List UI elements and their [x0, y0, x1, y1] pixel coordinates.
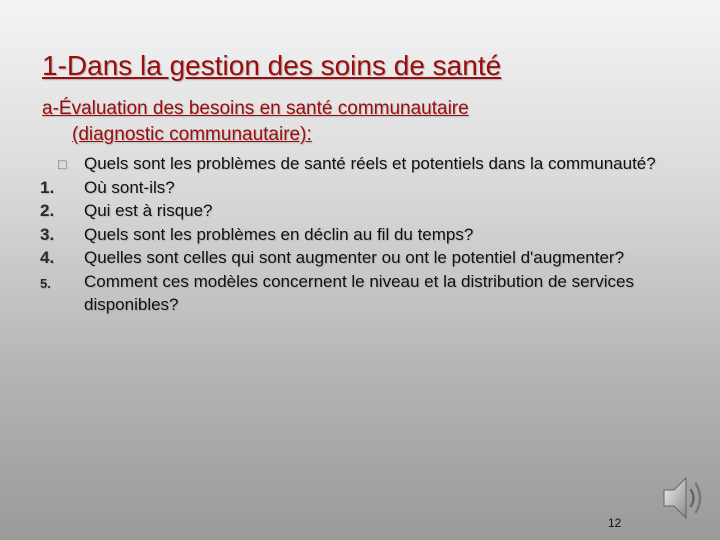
- list-number: 5.: [40, 275, 51, 291]
- list-number: 3.: [40, 224, 55, 244]
- list-item-text: Qui est à risque?: [84, 201, 213, 220]
- list-item-text: Où sont-ils?: [84, 177, 175, 197]
- subtitle-line-1: a-Évaluation des besoins en santé communautaire: [42, 98, 469, 119]
- subtitle-line-2: (diagnostic communautaire):: [72, 124, 312, 145]
- list-item-text: Quelles sont celles qui sont augmenter ou ont le potentiel d'augmenter?: [84, 248, 625, 267]
- list-number: 2.: [40, 201, 55, 220]
- list-item-text: Quels sont les problèmes de santé réels et potentiels dans la communauté?: [84, 154, 656, 173]
- list-item-text: Quels sont les problèmes en déclin au fil du temps?: [84, 224, 474, 244]
- list-item: [40, 246, 680, 270]
- list-item: [40, 270, 680, 317]
- slide-subtitle: [42, 96, 662, 148]
- list-item: [40, 176, 680, 200]
- page-number: 12: [608, 516, 622, 530]
- slide-title: 1-Dans la gestion des soins de santé: [42, 50, 502, 81]
- list-item: [40, 223, 680, 247]
- list-item: [40, 152, 680, 176]
- list-number: 1.: [40, 177, 55, 197]
- list-number: 4.: [40, 248, 55, 267]
- speaker-icon[interactable]: [658, 470, 708, 526]
- bullet-marker: □: [58, 156, 67, 172]
- list-item-text: Comment ces modèles concernent le niveau et la distribution de services disponibles?: [84, 271, 634, 314]
- question-list: [40, 152, 680, 317]
- list-item: [40, 199, 680, 223]
